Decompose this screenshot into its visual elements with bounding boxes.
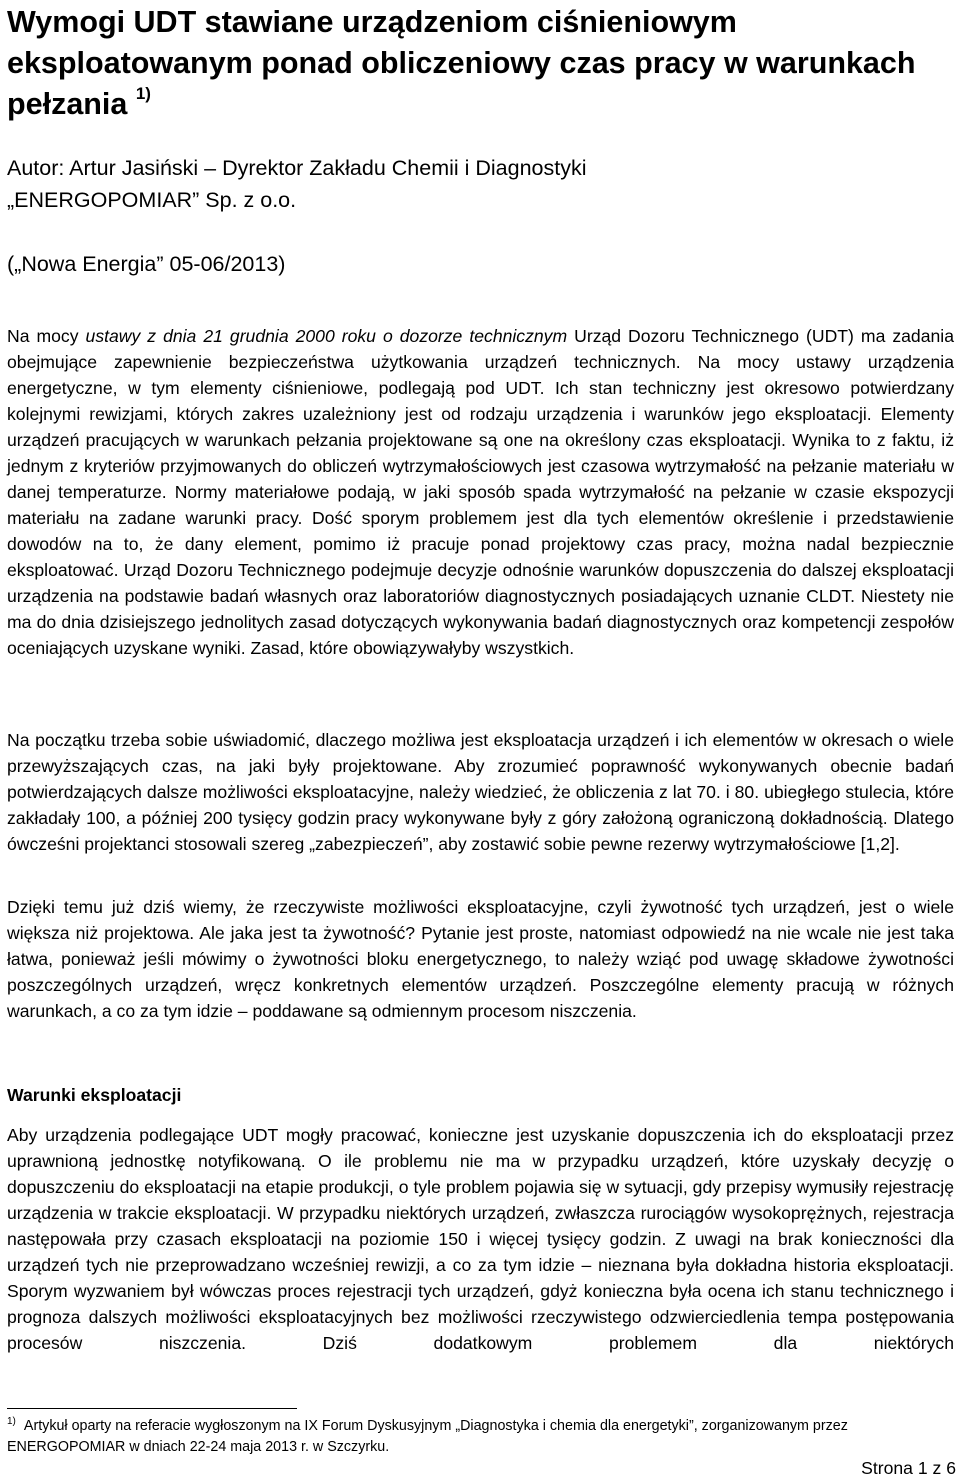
paragraph-intro [7,323,954,661]
author-line-2: „ENERGOPOMIAR” Sp. z o.o. [7,188,297,212]
paragraph-intro-start: Na mocy [7,326,86,346]
paragraph-3: Dzięki temu już dziś wiemy, że rzeczywiste możliwości eksploatacyjne, czyli żywotność tych urządzeń, jest o wiele większa niż projektowa. Ale jaka jest ta żywotność? Pytanie jest proste, natomiast odpowiedź na nie wcale nie jest taka łatwa, ponieważ jeśli mówimy o żywotności bloku energetycznego, to należy wziąć pod uwagę składowe żywotności poszczególnych urządzeń, wręcz konkretnych elementów urządzeń. Poszczególne elementy pracują w różnych warunkach, a co za tym idzie – poddawane są odmiennym procesom niszczenia. [7,897,954,1021]
page-number: Strona 1 z 6 [861,1458,956,1478]
footnote-mark: 1) [7,1416,16,1427]
footnote-text: Artykuł oparty na referacie wygłoszonym na IX Forum Dyskusyjnym „Diagnostyka i chemia dla energetyki”, zorganizowanym przez ENERGOPOMIAR w dniach 22-24 maja 2013 r. w Szczyrku. [7,1418,848,1455]
footnote [7,1416,947,1458]
law-citation: ustawy z dnia 21 grudnia 2000 roku o dozorze technicznym [85,326,568,346]
publication-source: („Nowa Energia” 05-06/2013) [7,252,286,276]
title-footnote-mark: 1) [135,84,151,103]
paragraph-intro-rest: Urząd Dozoru Technicznego (UDT) ma zadania obejmujące zapewnienie bezpieczeństwa użytkowania urządzeń technicznych. Na mocy ustawy urządzenia energetyczne, w tym elementy ciśnieniowe, podlegają pod UDT. Ich stan techniczny jest okresowo potwierdzany kolejnymi rewizjami, których zakres uzależniony jest od rodzaju urządzenia i warunków jego eksploatacji. Elementy urządzeń pracujących w warunkach pełzania projektowane są one na określony czas eksploatacji. Wynika to z faktu, iż jednym z kryteriów przyjmowanych do obliczeń wytrzymałościowych jest czasowa wytrzymałość na pełzanie materiału w danej temperaturze. Normy materiałowe podają, w jaki sposób spada wytrzymałość na pełzanie w czasie ekspozycji materiału na zadane warunki pracy. Dość sporym problemem jest dla tych elementów określenie i przedstawienie dowodów na to, że dany element, pomimo iż pracuje ponad projektowy czas pracy, można nadal bezpiecznie eksploatować. Urząd Dozoru Technicznego podejmuje decyzje odnośnie warunków dopuszczenia do dalszej eksploatacji urządzenia na podstawie badań własnych oraz laboratoriów diagnostycznych posiadających uznanie CLDT. Niestety nie ma do dnia dzisiejszego jednolitych zasad dotyczących wykonywania badań diagnostycznych oraz kompetencji zespołów oceniających uzyskane wyniki. Zasad, które obowiązywałyby wszystkich. [7,326,954,658]
author-line-1: Autor: Artur Jasiński – Dyrektor Zakładu Chemii i Diagnostyki [7,156,587,180]
section-heading: Warunki eksploatacji [7,1085,182,1105]
document-title [7,2,937,125]
paragraph-2: Na początku trzeba sobie uświadomić, dlaczego możliwa jest eksploatacja urządzeń i ich elementów w okresach o wiele przewyższających czas, na jaki były projektowane. Aby zrozumieć poprawność wykonywanych obecnie badań potwierdzających dalsze możliwości eksploatacyjne, należy wiedzieć, że obliczenia z lat 70. i 80. ubiegłego stulecia, które zakładały 100, a później 200 tysięcy godzin pracy wykonywane były z góry założoną ograniczoną dokładnością. Dlatego ówcześni projektanci stosowali szereg „zabezpieczeń”, aby zostawić sobie pewne rezerwy wytrzymałościowe [1,2]. [7,730,954,854]
paragraph-4: Aby urządzenia podlegające UDT mogły pracować, konieczne jest uzyskanie dopuszczenia ich do eksploatacji przez uprawnioną jednostkę notyfikowaną. O ile problemu nie ma w przypadku urządzeń, które uzyskały decyzję o dopuszczeniu do eksploatacji na etapie produkcji, o tyle problem pojawia się w sytuacji, gdy przepisy wymusiły rejestrację urządzenia w trakcie eksploatacji. W przypadku niektórych urządzeń, zwłaszcza rurociągów wysokoprężnych, rejestracja następowała przy czasach eksploatacji na poziomie 150 i więcej tysięcy godzin. Z uwagi na brak konieczności dla urządzeń tych nie przeprowadzano wcześniej rewizji, a co za tym idzie – nieznana była dokładna historia eksploatacji. Sporym wyzwaniem był wówczas proces rejestracji tych urządzeń, gdyż konieczna była ocena ich stanu technicznego i prognoza dalszych możliwości eksploatacyjnych bez możliwości rzeczywistego odzwierciedlenia tempa postępowania procesów niszczenia. Dziś dodatkowym problemem dla niektórych [7,1125,954,1353]
title-text: Wymogi UDT stawiane urządzeniom ciśnieniowym eksploatowanym ponad obliczeniowy czas pracy w warunkach pełzania [7,5,916,121]
footnote-divider [7,1408,297,1409]
author-info [7,152,937,216]
